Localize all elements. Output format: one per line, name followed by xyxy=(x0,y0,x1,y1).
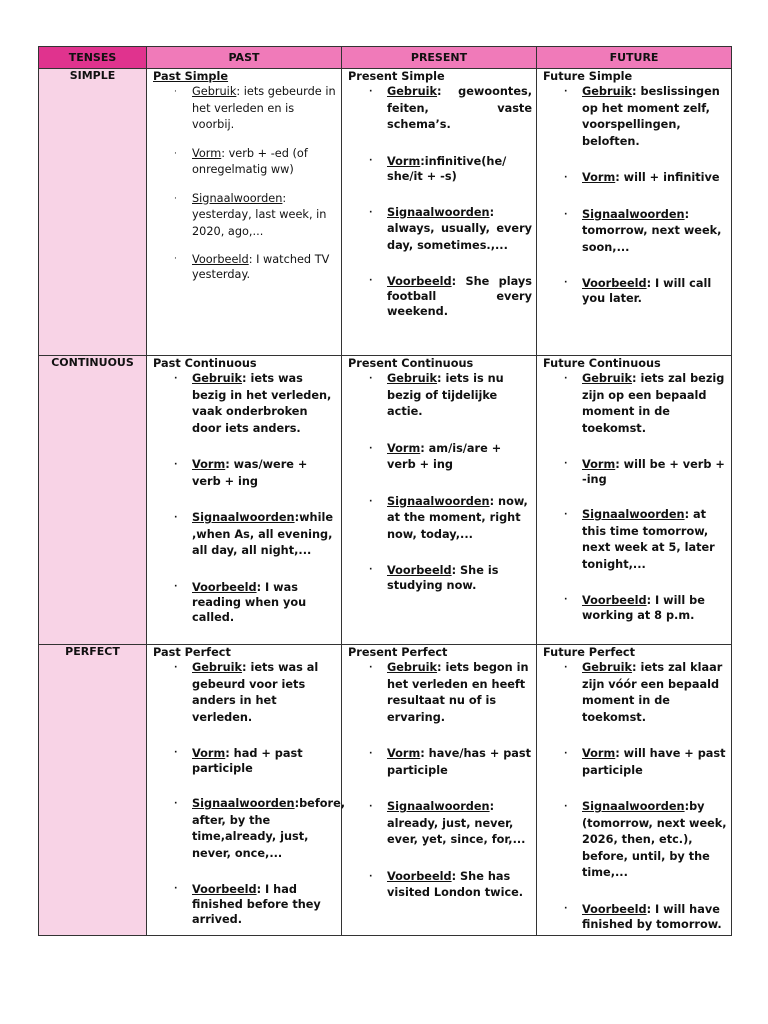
cell-title: Future Continuous xyxy=(543,357,661,370)
list-item: · Vorm: am/is/are + verb + ing xyxy=(348,441,532,474)
header-tenses: TENSES xyxy=(39,47,147,69)
list-item: · Voorbeeld: I will be working at 8 p.m. xyxy=(543,593,727,623)
list-item: · Voorbeeld: I watched TV yesterday. xyxy=(153,252,337,282)
cell-present-continuous xyxy=(342,356,537,645)
list-item: · Gebruik: iets was al gebeurd voor iets anders in het verleden. xyxy=(153,660,337,726)
cell-title: Present Simple xyxy=(348,70,445,83)
list-item: · Voorbeeld: She has visited London twice. xyxy=(348,869,532,902)
cell-title: Past Simple xyxy=(153,70,229,83)
list-item: · Vorm: have/has + past participle xyxy=(348,746,532,779)
row-label-perfect: PERFECT xyxy=(39,645,147,936)
list-item: · Signaalwoorden: always, usually, every day, sometimes.,... xyxy=(348,205,532,255)
list-item: · Vorm: will be + verb + -ing xyxy=(543,457,727,487)
list-item: · Gebruik: beslissingen op het moment zelf, voorspellingen, beloften. xyxy=(543,84,727,150)
row-perfect xyxy=(39,645,732,936)
list-item: · Vorm:infinitive(he/ she/it + -s) xyxy=(348,154,532,185)
list-item: · Vorm: had + past participle xyxy=(153,746,337,776)
list-item: · Signaalwoorden:before, after, by the time,already, just, never, once,... xyxy=(153,796,337,862)
list-item: · Signaalwoorden:by (tomorrow, next week, 2026, then, etc.), before, until, by the time,... xyxy=(543,799,727,882)
list-item: · Gebruik: iets was bezig in het verleden, vaak onderbroken door iets anders. xyxy=(153,371,337,437)
list-item: · Voorbeeld: I will have finished by tomorrow. xyxy=(543,902,727,932)
list-item: · Signaalwoorden:while ,when As, all evening, all day, all night,... xyxy=(153,510,337,560)
cell-title: Past Continuous xyxy=(153,357,257,370)
list-item: · Gebruik: iets begon in het verleden en heeft resultaat nu of is ervaring. xyxy=(348,660,532,726)
cell-past-simple xyxy=(147,69,342,356)
list-item: · Voorbeeld: She plays football every weekend. xyxy=(348,274,532,319)
list-item: · Gebruik: iets gebeurde in het verleden en is voorbij. xyxy=(153,84,337,134)
row-simple xyxy=(39,69,732,356)
list-item: · Voorbeeld: I had finished before they arrived. xyxy=(153,882,337,927)
list-item: · Gebruik: iets is nu bezig of tijdelijke actie. xyxy=(348,371,532,421)
header-row xyxy=(39,47,732,69)
header-present: PRESENT xyxy=(342,47,537,69)
list-item: · Signaalwoorden: now, at the moment, right now, today,... xyxy=(348,494,532,544)
list-item: · Signaalwoorden: tomorrow, next week, soon,... xyxy=(543,207,727,257)
list-item: · Gebruik: iets zal klaar zijn vóór een bepaald moment in de toekomst. xyxy=(543,660,727,726)
cell-future-continuous xyxy=(537,356,732,645)
cell-present-perfect xyxy=(342,645,537,936)
list-item: · Signaalwoorden: already, just, never, ever, yet, since, for,... xyxy=(348,799,532,849)
list-item: · Voorbeeld: She is studying now. xyxy=(348,563,532,593)
cell-present-simple xyxy=(342,69,537,356)
list-item: · Gebruik: iets zal bezig zijn op een bepaald moment in de toekomst. xyxy=(543,371,727,437)
row-label-simple: SIMPLE xyxy=(39,69,147,356)
cell-past-perfect xyxy=(147,645,346,936)
list-item: · Vorm: will + infinitive xyxy=(543,170,727,187)
cell-future-simple xyxy=(537,69,732,356)
header-past: PAST xyxy=(147,47,342,69)
list-item: · Vorm: will have + past participle xyxy=(543,746,727,779)
cell-future-perfect xyxy=(537,645,732,936)
row-label-continuous: CONTINUOUS xyxy=(39,356,147,645)
header-future: FUTURE xyxy=(537,47,732,69)
list-item: · Gebruik: gewoontes, feiten, vaste schema’s. xyxy=(348,84,532,134)
list-item: · Vorm: verb + -ed (of onregelmatig ww) xyxy=(153,146,337,179)
list-item: · Voorbeeld: I was reading when you called. xyxy=(153,580,337,625)
cell-title: Present Perfect xyxy=(348,646,448,659)
list-item: · Signaalwoorden: at this time tomorrow, next week at 5, later tonight,... xyxy=(543,507,727,573)
cell-title: Future Simple xyxy=(543,70,633,83)
list-item: · Voorbeeld: I will call you later. xyxy=(543,276,727,306)
tenses-table xyxy=(38,46,732,936)
row-continuous xyxy=(39,356,732,645)
cell-past-continuous xyxy=(147,356,342,645)
list-item: · Vorm: was/were + verb + ing xyxy=(153,457,337,490)
list-item: · Signaalwoorden: yesterday, last week, in 2020, ago,... xyxy=(153,191,337,241)
cell-title: Future Perfect xyxy=(543,646,635,659)
cell-title: Past Perfect xyxy=(153,646,231,659)
cell-title: Present Continuous xyxy=(348,357,474,370)
